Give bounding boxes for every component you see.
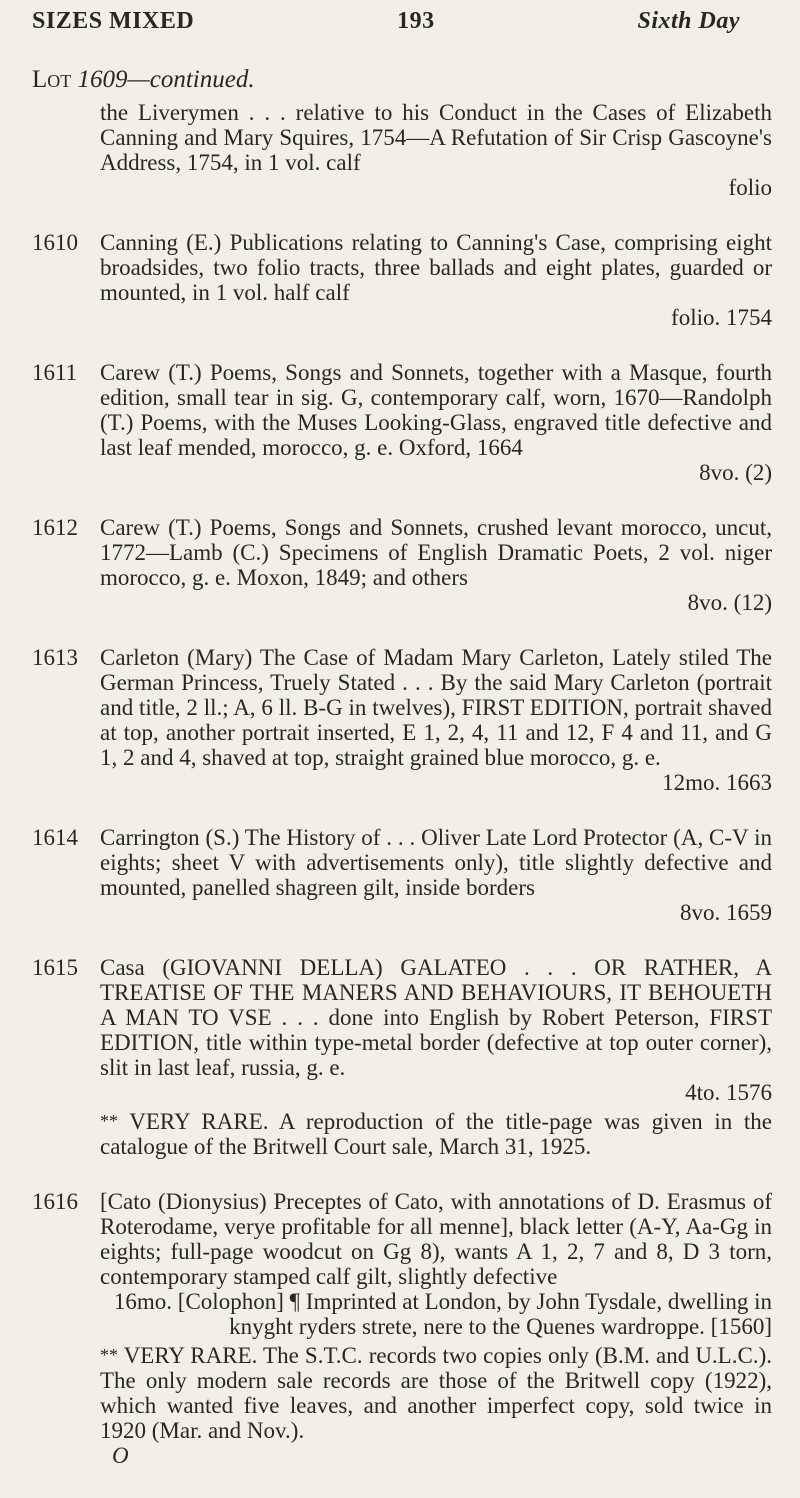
signature-mark: O xyxy=(112,1443,129,1468)
entry-size: 8vo. 1659 xyxy=(680,900,772,925)
entry-text: [Cato (Dionysius) Preceptes of Cato, with annotations of D. Erasmus of Roterodame, verye profitable for all menne], black letter (A-Y, Aa-Gg in eights; full-page woodcut on Gg 8), wants A 1, 2, 7 and 8, D 3 torn, contemporary stamped calf gilt, slightly defective xyxy=(100,1189,772,1289)
lot-label: Lot xyxy=(32,66,72,93)
lot-number: 1614 xyxy=(32,825,78,850)
note-text: VERY RARE. A reproduction of the title-page was given in the catalogue of the Britwell Court sale, March 31, 1925. xyxy=(100,1109,772,1159)
entry-note xyxy=(100,1343,772,1443)
entry-text: Carew (T.) Poems, Songs and Sonnets, crushed levant morocco, uncut, 1772—Lamb (C.) Specimens of English Dramatic Poets, 2 vol. niger morocco, g. e. Moxon, 1849; and others xyxy=(100,515,772,590)
entry xyxy=(32,955,772,1159)
running-head-right: Sixth Day xyxy=(637,8,740,34)
note-mark: ** xyxy=(100,1345,118,1365)
lot-heading xyxy=(32,66,255,94)
running-head-left: SIZES MIXED xyxy=(32,8,195,34)
lot-number: 1610 xyxy=(32,230,78,255)
note-text: VERY RARE. The S.T.C. records two copies only (B.M. and U.L.C.). The only modern sale records are those of the Britwell copy (1922), which wanted five leaves, and another imperfect copy, sold twice in 1920 (Mar. and Nov.). xyxy=(100,1343,772,1443)
lot-number: 1613 xyxy=(32,645,78,670)
lot-number: 1611 xyxy=(32,360,78,385)
page-number: 193 xyxy=(397,8,435,34)
entry-size: folio. 1754 xyxy=(671,305,772,330)
entry-list xyxy=(32,100,772,1498)
entry-size: 4to. 1576 xyxy=(685,1080,772,1105)
entry-text: Carleton (Mary) The Case of Madam Mary Carleton, Lately stiled The German Princess, Truely Stated . . . By the said Mary Carleton (portrait and title, 2 ll.; A, 6 ll. B-G in twelves), FIRST EDITION, portrait shaved at top, another portrait inserted, E 1, 2, 4, 11 and 12, F 4 and 11, and G 1, 2 and 4, shaved at top, straight grained blue morocco, g. e. xyxy=(100,645,772,770)
entry xyxy=(32,230,772,330)
entry xyxy=(32,825,772,925)
lot-continued: 1609—continued. xyxy=(77,66,255,93)
entry xyxy=(32,1189,772,1468)
entry-text: Canning (E.) Publications relating to Canning's Case, comprising eight broadsides, two folio tracts, three ballads and eight plates, guarded or mounted, in 1 vol. half calf xyxy=(100,230,772,305)
entry-size: 8vo. (2) xyxy=(699,460,772,485)
entry-text: Carrington (S.) The History of . . . Oliver Late Lord Protector (A, C-V in eights; sheet V with advertisements only), title slightly defective and mounted, panelled shagreen gilt, inside borders xyxy=(100,825,772,900)
running-head xyxy=(32,8,740,35)
lot-number: 1615 xyxy=(32,955,78,980)
entry-size: 12mo. 1663 xyxy=(662,770,772,795)
entry xyxy=(32,100,772,200)
entry-size: folio xyxy=(728,175,772,200)
entry-text: Casa (GIOVANNI DELLA) GALATEO . . . OR RATHER, A TREATISE OF THE MANERS AND BEHAVIOURS, IT BEHOUETH A MAN TO VSE . . . done into English by Robert Peterson, FIRST EDITION, title within type-metal border (defective at top outer corner), slit in last leaf, russia, g. e. xyxy=(100,955,772,1080)
entry xyxy=(32,645,772,795)
note-mark: ** xyxy=(100,1111,118,1131)
entry xyxy=(32,360,772,485)
entry-text: the Liverymen . . . relative to his Conduct in the Cases of Elizabeth Canning and Mary Squires, 1754—A Refutation of Sir Crisp Gascoyne's Address, 1754, in 1 vol. calf xyxy=(100,100,772,175)
entry-text: Carew (T.) Poems, Songs and Sonnets, together with a Masque, fourth edition, small tear in sig. G, contemporary calf, worn, 1670—Randolph (T.) Poems, with the Muses Looking-Glass, engraved title defective and last leaf mended, morocco, g. e. Oxford, 1664 xyxy=(100,360,772,460)
entry-size: 8vo. (12) xyxy=(687,590,772,615)
entry-note xyxy=(100,1109,772,1159)
entry xyxy=(32,515,772,615)
entry-size: 16mo. [Colophon] ¶ Imprinted at London, by John Tysdale, dwelling in knyght ryders strete, nere to the Quenes wardroppe. [1560] xyxy=(113,1289,772,1339)
lot-number: 1616 xyxy=(32,1189,78,1214)
lot-number: 1612 xyxy=(32,515,78,540)
